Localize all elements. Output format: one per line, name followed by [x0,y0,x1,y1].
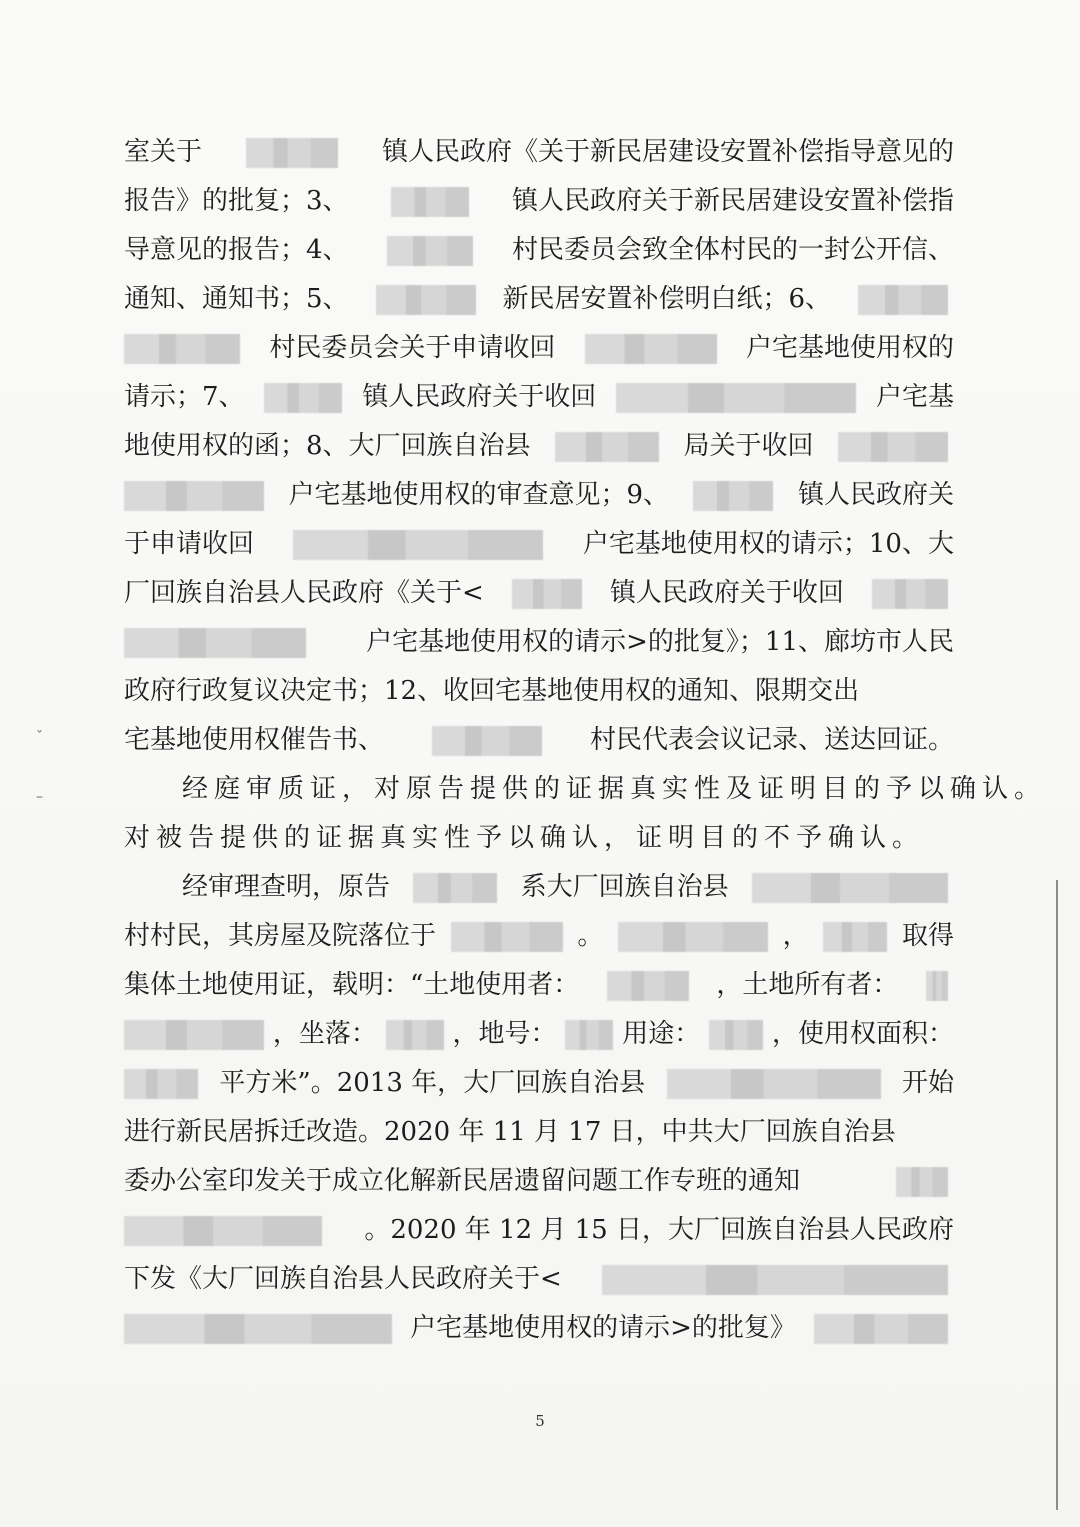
page-number: 5 [535,1412,545,1430]
redaction-block [124,481,264,511]
text-line [124,1108,954,1157]
text-segment: 请示；7、 [124,382,245,412]
text-line [124,422,954,471]
text-line [124,520,954,569]
text-line [124,1157,954,1206]
text-segment: 村村民，其房屋及院落位于 [124,921,437,951]
text-line [124,1010,954,1059]
text-segment: 下发《大厂回族自治县人民政府关于< [124,1264,562,1294]
redaction-block [752,873,948,903]
text-segment: 。 [577,921,604,951]
redaction-block [709,1020,763,1050]
text-segment: 宅基地使用权催告书、 [124,725,385,755]
text-segment: 村民委员会关于申请收回 [269,333,556,363]
redaction-block [264,383,342,413]
text-line [124,1206,954,1255]
text-line [124,667,954,716]
redaction-block [124,1020,264,1050]
text-segment: 新民居安置补偿明白纸；6、 [502,284,832,314]
text-segment: 厂回族自治县人民政府《关于< [124,578,484,608]
text-segment: 局关于收回 [683,431,814,461]
redaction-block [607,971,689,1001]
redaction-block [386,1020,444,1050]
text-segment: 村民代表会议记录、送达回证。 [589,725,954,755]
redaction-block [124,334,240,364]
redaction-block [293,530,543,560]
text-segment: 报告》的批复；3、 [124,186,349,216]
text-segment: 户宅基地使用权的审查意见；9、 [288,480,670,510]
redaction-block [512,579,582,609]
redaction-block [693,481,773,511]
redaction-block [565,1020,613,1050]
text-segment: 委办公室印发关于成立化解新民居遗留问题工作专班的通知 [124,1166,801,1196]
redaction-block [602,1265,948,1295]
text-line [124,716,954,765]
text-segment: ，使用权面积： [771,1019,954,1049]
text-segment: 户宅基地使用权的请示>的批复》；11、廊坊市人民 [366,627,954,657]
text-line [124,226,954,275]
text-line [124,275,954,324]
redaction-block [823,922,887,952]
redaction-block [858,285,948,315]
text-segment: 平方米”。2013 年，大厂回族自治县 [219,1068,646,1098]
text-segment: ，坐落： [272,1019,377,1049]
text-segment: 。2020 年 12 月 15 日，大厂回族自治县人民政府 [364,1215,954,1245]
redaction-block [432,726,542,756]
redaction-block [376,285,476,315]
text-line [124,765,1047,814]
judgment-body-text [124,128,1047,1353]
text-segment: ，土地所有者： [716,970,899,1000]
text-line [124,128,954,177]
text-segment: 户宅基 [875,382,954,412]
text-segment: 导意见的报告；4、 [124,235,349,265]
text-line [124,569,954,618]
text-line [124,1255,954,1304]
text-segment: 镇人民政府关 [797,480,954,510]
text-segment: 户宅基地使用权的 [745,333,954,363]
redaction-block [387,236,473,266]
text-segment: 经庭审质证，对原告提供的证据真实性及证明目的予以确认。 [182,774,1047,804]
text-line [124,814,954,863]
redaction-block [413,873,497,903]
text-segment: 用途： [622,1019,701,1049]
redaction-block [872,579,948,609]
redaction-block [246,138,338,168]
redaction-block [814,1314,948,1344]
text-segment: 镇人民政府关于收回 [362,382,597,412]
redaction-block [838,432,948,462]
text-segment: 镇人民政府《关于新民居建设安置补偿指导意见的 [381,137,954,167]
text-segment: ， [782,921,809,951]
text-segment: 系大厂回族自治县 [520,872,729,902]
redaction-block [618,922,768,952]
redaction-block [896,1167,948,1197]
redaction-block [451,922,563,952]
redaction-block [391,187,469,217]
text-segment: 进行新民居拆迁改造。2020 年 11 月 17 日，中共大厂回族自治县 [124,1117,896,1147]
text-line [124,618,954,667]
text-segment: 户宅基地使用权的请示；10、大 [582,529,954,559]
text-segment: 经审理查明，原告 [182,872,391,902]
text-segment: 室关于 [124,137,203,167]
text-line [124,1059,954,1108]
scan-mark: ˇ [36,729,43,745]
text-segment: 村民委员会致全体村民的一封公开信、 [511,235,954,265]
text-line [124,471,954,520]
text-segment: 开始 [901,1068,954,1098]
text-segment: 取得 [901,921,954,951]
text-line [124,912,954,961]
redaction-block [667,1069,881,1099]
text-line [124,961,954,1010]
redaction-block [555,432,659,462]
redaction-block [585,334,717,364]
redaction-block [124,1069,198,1099]
text-segment: 户宅基地使用权的请示>的批复》 [410,1313,796,1343]
text-segment: ，地号： [452,1019,557,1049]
redaction-block [926,971,948,1001]
text-line [124,177,954,226]
text-line [124,1304,954,1353]
text-segment: 政府行政复议决定书；12、收回宅基地使用权的通知、限期交出 [124,676,860,706]
text-segment: 于申请收回 [124,529,255,559]
text-segment: 镇人民政府关于收回 [609,578,844,608]
text-line [124,324,954,373]
text-segment: 镇人民政府关于新民居建设安置补偿指 [511,186,954,216]
redaction-block [616,383,856,413]
text-line [124,863,954,912]
scan-mark: – [36,789,43,805]
text-segment: 对被告提供的证据真实性予以确认，证明目的不予确认。 [124,823,925,853]
text-segment: 集体土地使用证，载明：“土地使用者： [124,970,580,1000]
text-line [124,373,954,422]
redaction-block [124,1216,322,1246]
text-segment: 地使用权的函；8、大厂回族自治县 [124,431,531,461]
redaction-block [124,1314,392,1344]
page-edge-shadow [1056,880,1058,1510]
redaction-block [124,628,306,658]
text-segment: 通知、通知书；5、 [124,284,349,314]
